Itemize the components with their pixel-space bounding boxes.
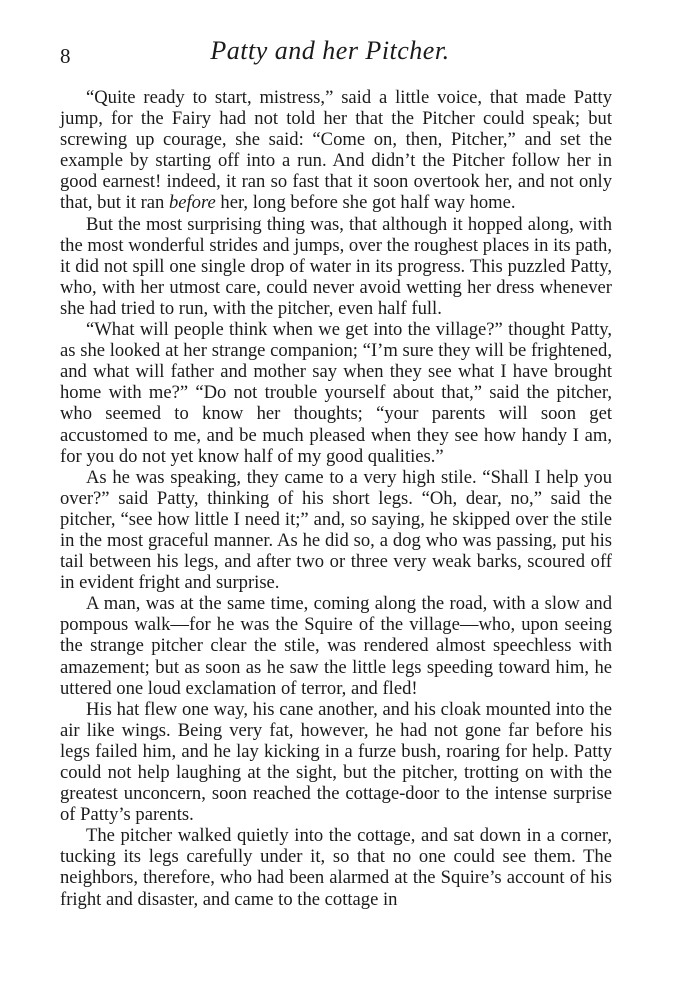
body-text (60, 87, 612, 910)
paragraph-text: her, long before she got half way home. (215, 192, 516, 214)
paragraph: But the most surprising thing was, that although it hopped along, with the most wonderful strides and jumps, over the roughest places in its path, it did not spill one single drop of water in its progress. This puzzled Patty, who, with her utmost care, could never avoid wetting her dress whenever she had tried to run, with the pitcher, even half full. (60, 213, 612, 319)
paragraph (60, 87, 612, 214)
running-title: Patty and her Pitcher. (210, 36, 450, 65)
paragraph: “What will people think when we get into the village?” thought Patty, as she looked at her strange companion; “I’m sure they will be frightened, and what will father and mother say when they see what I have brought home with me?” “Do not trouble yourself about that,” said the pitcher, who seemed to know her thoughts; “your parents will soon get accustomed to me, and be much pleased when they see how handy I am, for you do not yet know half of my good qualities.” (60, 319, 612, 467)
page-number: 8 (60, 44, 71, 68)
paragraph: His hat flew one way, his cane another, and his cloak mounted into the air like wings. Being very fat, however, he had not gone far before his legs failed him, and he lay kicking in a furze bush, roaring for help. Patty could not help laughing at the sight, but the pitcher, trotting on with the greatest unconcern, soon reached the cottage-door to the intense surprise of Patty’s parents. (60, 698, 612, 826)
paragraph: The pitcher walked quietly into the cottage, and sat down in a corner, tucking its legs carefully under it, so that no one could see them. The neighbors, therefore, who had been alarmed at the Squire’s account of his fright and disaster, and came to the cottage in (60, 825, 612, 910)
paragraph: As he was speaking, they came to a very high stile. “Shall I help you over?” said Patty, thinking of his short legs. “Oh, dear, no,” said the pitcher, “see how little I need it;” and, so saying, he skipped over the stile in the most graceful manner. As he did so, a dog who was passing, put his tail between his legs, and after two or three very weak barks, scoured off in evident fright and surprise. (60, 466, 612, 594)
page-header (60, 36, 600, 76)
paragraph: A man, was at the same time, coming along the road, with a slow and pompous walk—for he was the Squire of the village—who, upon seeing the strange pitcher clear the stile, was rendered almost speechless with amazement; but as soon as he saw the little legs speeding toward him, he uttered one loud exclamation of terror, and fled! (60, 593, 612, 699)
emphasis-text: before (168, 192, 216, 214)
paragraph-text: “Quite ready to start, mistress,” said a little voice, that made Patty jump, for the Fairy had not told her that the Pitcher could speak; but screwing up courage, she said: “Come on, then, Pitcher,” and set the example by starting off into a run. And didn’t the Pitcher follow her in good earnest! indeed, it ran so fast that it soon overtook her, and not only that, but it ran (60, 87, 612, 214)
